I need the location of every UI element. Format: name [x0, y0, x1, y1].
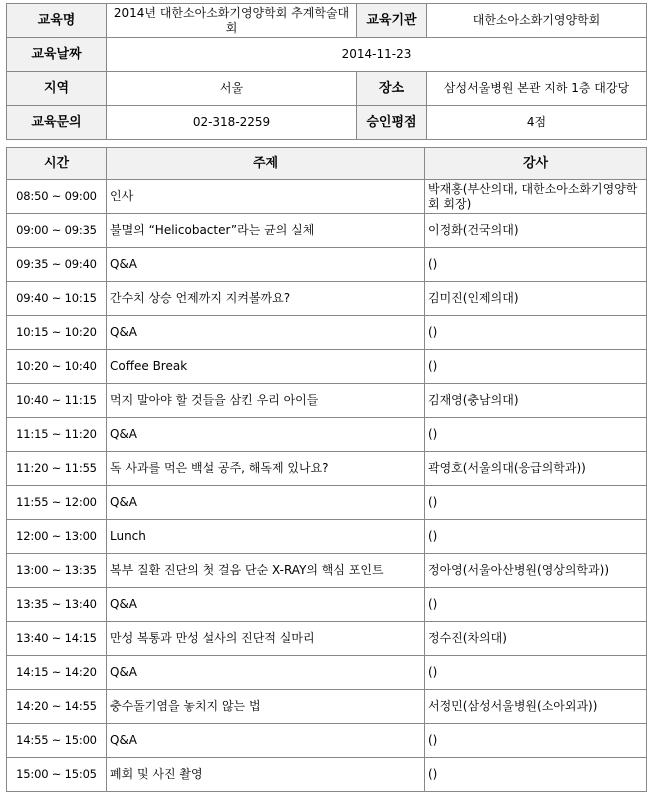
- topic-cell: Lunch: [107, 520, 425, 554]
- table-row: [7, 588, 647, 622]
- time-cell: 15:00 ~ 15:05: [7, 758, 107, 792]
- speaker-cell: 서정민(삼성서울병원(소아외과)): [425, 690, 647, 724]
- table-row: [7, 758, 647, 792]
- course-place-label: 장소: [357, 72, 427, 106]
- time-cell: 09:00 ~ 09:35: [7, 214, 107, 248]
- topic-cell: 인사: [107, 180, 425, 214]
- speaker-cell: 정아영(서울아산병원(영상의학과)): [425, 554, 647, 588]
- table-row: [7, 180, 647, 214]
- topic-cell: Q&A: [107, 248, 425, 282]
- course-credit-value: 4점: [427, 106, 647, 140]
- topic-cell: 간수치 상승 언제까지 지켜볼까요?: [107, 282, 425, 316]
- time-cell: 09:40 ~ 10:15: [7, 282, 107, 316]
- speaker-cell: (): [425, 520, 647, 554]
- time-cell: 10:20 ~ 10:40: [7, 350, 107, 384]
- course-info-table: [6, 3, 647, 140]
- time-cell: 11:55 ~ 12:00: [7, 486, 107, 520]
- speaker-cell: (): [425, 724, 647, 758]
- info-row-contact: [7, 106, 647, 140]
- time-cell: 08:50 ~ 09:00: [7, 180, 107, 214]
- course-org-label: 교육기관: [357, 4, 427, 38]
- speaker-cell: (): [425, 656, 647, 690]
- topic-cell: 먹지 말아야 할 것들을 삼킨 우리 아이들: [107, 384, 425, 418]
- course-place-value: 삼성서울병원 본관 지하 1층 대강당: [427, 72, 647, 106]
- speaker-cell: (): [425, 350, 647, 384]
- time-cell: 14:15 ~ 14:20: [7, 656, 107, 690]
- time-cell: 10:40 ~ 11:15: [7, 384, 107, 418]
- time-cell: 13:35 ~ 13:40: [7, 588, 107, 622]
- topic-cell: 복부 질환 진단의 첫 걸음 단순 X-RAY의 핵심 포인트: [107, 554, 425, 588]
- time-column-header: 시간: [7, 148, 107, 180]
- schedule-header-row: [7, 148, 647, 180]
- topic-column-header: 주제: [107, 148, 425, 180]
- table-row: [7, 622, 647, 656]
- table-row: [7, 520, 647, 554]
- time-cell: 10:15 ~ 10:20: [7, 316, 107, 350]
- course-date-label: 교육날짜: [7, 38, 107, 72]
- table-row: [7, 214, 647, 248]
- speaker-cell: (): [425, 486, 647, 520]
- time-cell: 09:35 ~ 09:40: [7, 248, 107, 282]
- table-row: [7, 248, 647, 282]
- info-row-date: [7, 38, 647, 72]
- table-row: [7, 656, 647, 690]
- course-org-value: 대한소아소화기영양학회: [427, 4, 647, 38]
- time-cell: 11:20 ~ 11:55: [7, 452, 107, 486]
- time-cell: 13:00 ~ 13:35: [7, 554, 107, 588]
- topic-cell: Q&A: [107, 724, 425, 758]
- speaker-column-header: 강사: [425, 148, 647, 180]
- course-region-label: 지역: [7, 72, 107, 106]
- table-row: [7, 486, 647, 520]
- topic-cell: 독 사과를 먹은 백설 공주, 해독제 있나요?: [107, 452, 425, 486]
- course-contact-value: 02-318-2259: [107, 106, 357, 140]
- schedule-body: [7, 180, 647, 792]
- time-cell: 14:55 ~ 15:00: [7, 724, 107, 758]
- topic-cell: Q&A: [107, 656, 425, 690]
- speaker-cell: (): [425, 316, 647, 350]
- table-row: [7, 452, 647, 486]
- topic-cell: Q&A: [107, 486, 425, 520]
- schedule-table: [6, 147, 647, 792]
- topic-cell: 만성 복통과 만성 설사의 진단적 실마리: [107, 622, 425, 656]
- info-row-name: [7, 4, 647, 38]
- course-name-value: 2014년 대한소아소화기영양학회 추계학술대회: [107, 4, 357, 38]
- time-cell: 11:15 ~ 11:20: [7, 418, 107, 452]
- table-row: [7, 282, 647, 316]
- topic-cell: Q&A: [107, 588, 425, 622]
- table-row: [7, 724, 647, 758]
- speaker-cell: (): [425, 248, 647, 282]
- table-row: [7, 384, 647, 418]
- speaker-cell: (): [425, 758, 647, 792]
- speaker-cell: 곽영호(서울의대(응급의학과)): [425, 452, 647, 486]
- time-cell: 14:20 ~ 14:55: [7, 690, 107, 724]
- speaker-cell: 이정화(건국의대): [425, 214, 647, 248]
- table-row: [7, 350, 647, 384]
- topic-cell: Q&A: [107, 316, 425, 350]
- topic-cell: Coffee Break: [107, 350, 425, 384]
- topic-cell: Q&A: [107, 418, 425, 452]
- table-row: [7, 690, 647, 724]
- course-name-label: 교육명: [7, 4, 107, 38]
- speaker-cell: 박재홍(부산의대, 대한소아소화기영양학회 회장): [425, 180, 647, 214]
- topic-cell: 불멸의 “Helicobacter”라는 균의 실체: [107, 214, 425, 248]
- course-credit-label: 승인평점: [357, 106, 427, 140]
- table-row: [7, 418, 647, 452]
- speaker-cell: 김미진(인제의대): [425, 282, 647, 316]
- topic-cell: 충수돌기염을 놓치지 않는 법: [107, 690, 425, 724]
- speaker-cell: (): [425, 418, 647, 452]
- table-row: [7, 316, 647, 350]
- time-cell: 12:00 ~ 13:00: [7, 520, 107, 554]
- course-region-value: 서울: [107, 72, 357, 106]
- speaker-cell: (): [425, 588, 647, 622]
- info-row-location: [7, 72, 647, 106]
- course-contact-label: 교육문의: [7, 106, 107, 140]
- topic-cell: 폐회 및 사진 촬영: [107, 758, 425, 792]
- table-row: [7, 554, 647, 588]
- time-cell: 13:40 ~ 14:15: [7, 622, 107, 656]
- speaker-cell: 김재영(충남의대): [425, 384, 647, 418]
- speaker-cell: 정수진(차의대): [425, 622, 647, 656]
- course-date-value: 2014-11-23: [107, 38, 647, 72]
